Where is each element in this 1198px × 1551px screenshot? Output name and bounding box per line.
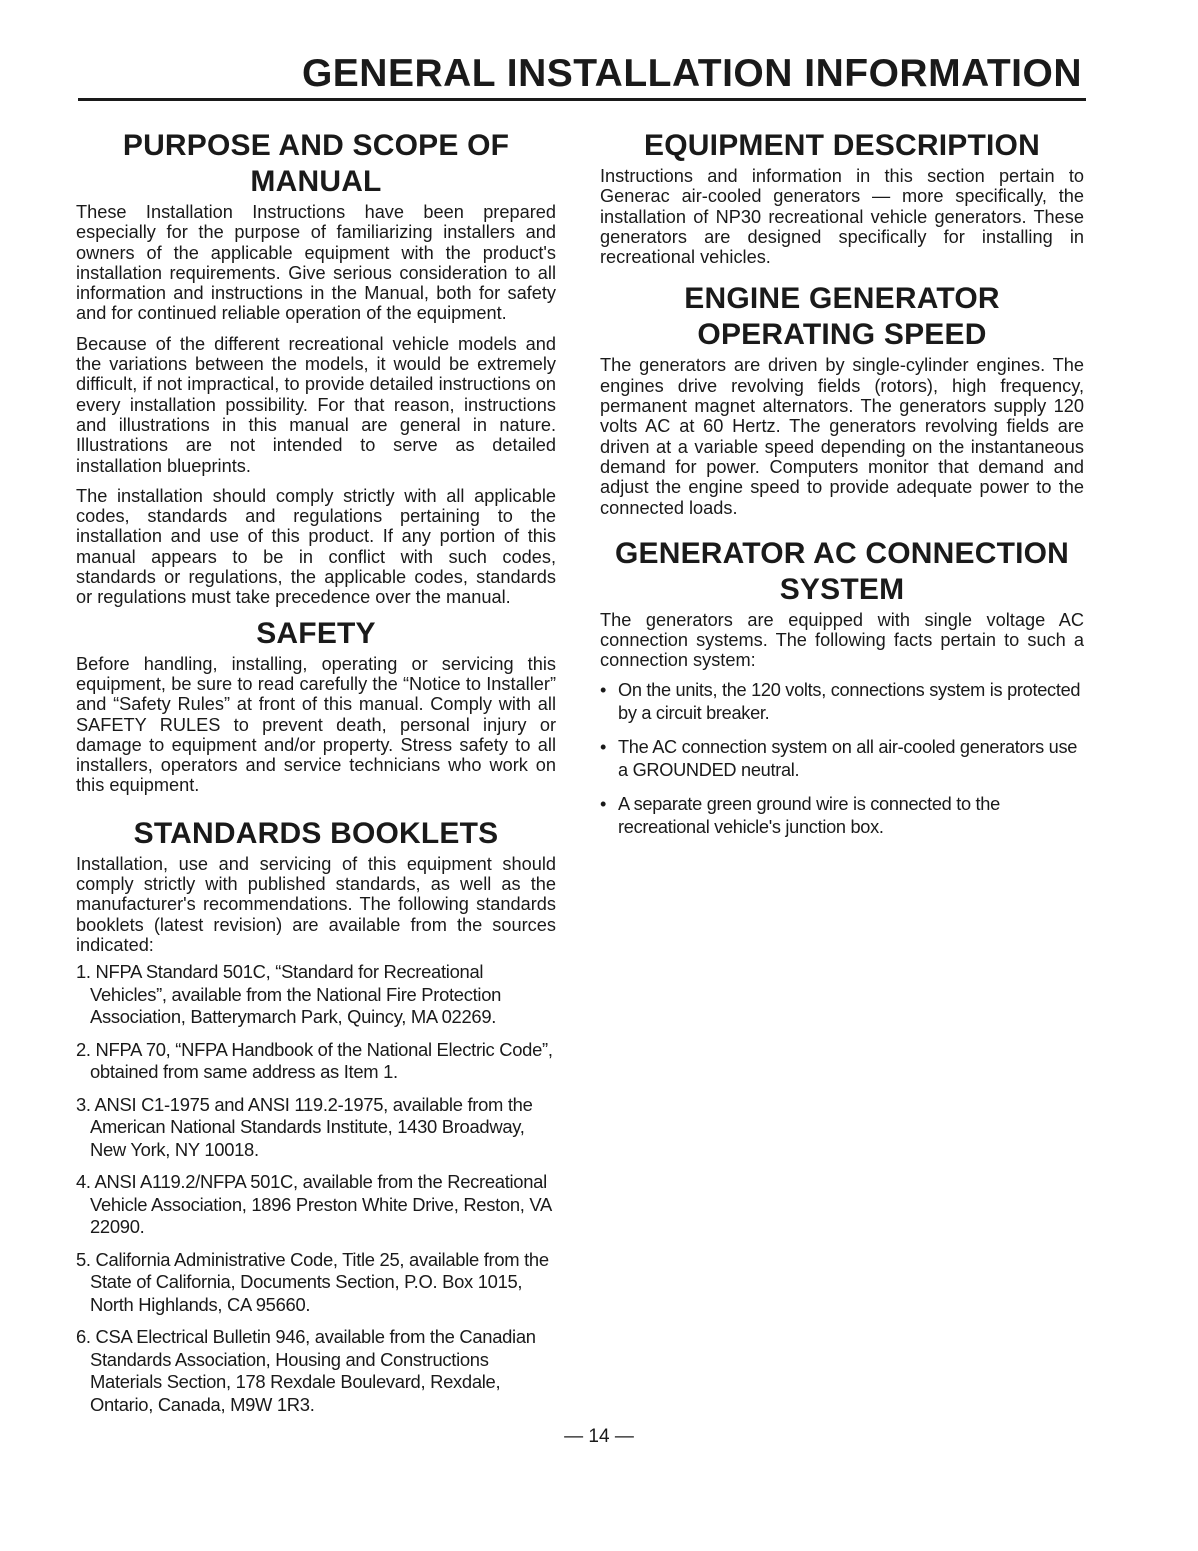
bullet-icon: •	[600, 736, 607, 757]
speed-paragraph: The generators are driven by single-cylinder engines. The engines drive revolving fields (rotors), high frequency, permanent magnet alternators. The generators supply 120 volts AC at 60 Hertz. The generators revolving fields are driven at a variable speed depending on the instantaneous demand for power. Computers monitor that demand and adjust the engine speed to provide adequate power to the connected loads.	[600, 355, 1084, 518]
list-item	[600, 679, 1084, 726]
ac-heading-line-1: GENERATOR AC CONNECTION	[614, 536, 1070, 570]
list-item: 2. NFPA 70, “NFPA Handbook of the National Electric Code”, obtained from same address as Item 1.	[76, 1038, 553, 1083]
speed-heading-line-1: ENGINE GENERATOR	[684, 282, 1000, 316]
standards-list	[76, 961, 556, 1416]
page-header	[78, 52, 1086, 101]
purpose-paragraph-1: These Installation Instructions have been prepared especially for the purpose of familiarizing installers and owners of the applicable equipment with the product's installation requirements. Give serious consideration to all information and instructions in the Manual, both for safety and for continued reliable operation of the equipment.	[76, 202, 556, 324]
purpose-paragraph-2: Because of the different recreational vehicle models and the variations between the models, it would be extremely difficult, if not impractical, to provide detailed instructions on every installation possibility. For that reason, instructions and illustrations in this manual are general in nature. Illustrations are not intended to serve as detailed installation blueprints.	[76, 333, 556, 476]
purpose-section	[76, 128, 556, 608]
list-item: 4. ANSI A119.2/NFPA 501C, available from the Recreational Vehicle Association, 1896 Preston White Drive, Reston, VA 22090.	[76, 1171, 551, 1238]
left-column	[76, 128, 556, 1426]
list-item-text: A separate green ground wire is connected to the recreational vehicle's junction box.	[618, 793, 1000, 838]
ac-heading-line-2: SYSTEM	[779, 572, 905, 606]
ac-section	[600, 536, 1084, 840]
list-item-text: On the units, the 120 volts, connections system is protected by a circuit breaker.	[618, 679, 1081, 724]
safety-section	[76, 616, 556, 796]
safety-heading: SAFETY	[256, 616, 376, 650]
list-item	[600, 736, 1084, 783]
standards-paragraph: Installation, use and servicing of this equipment should comply strictly with published standards, as well as the manufacturer's recommendations. The following standards booklets (latest revision) are available from the sources indicated:	[76, 853, 556, 955]
list-item: 5. California Administrative Code, Title 25, available from the State of California, Documents Section, P.O. Box 1015, North Highlands, CA 95660.	[76, 1248, 549, 1315]
ac-paragraph: The generators are equipped with single voltage AC connection systems. The following facts pertain to such a connection system:	[600, 609, 1084, 671]
page-title: GENERAL INSTALLATION INFORMATION	[301, 52, 1082, 95]
equipment-section	[600, 128, 1084, 267]
list-item-text: The AC connection system on all air-cooled generators use a GROUNDED neutral.	[618, 736, 1078, 781]
bullet-icon: •	[600, 793, 607, 814]
list-item	[600, 793, 1084, 840]
list-item: 1. NFPA Standard 501C, “Standard for Recreational Vehicles”, available from the National Fire Protection Association, Batterymarch Park, Quincy, MA 02269.	[76, 961, 502, 1028]
page-number: — 14 —	[564, 1426, 634, 1447]
list-item: 3. ANSI C1-1975 and ANSI 119.2-1975, available from the American National Standards Institute, 1430 Broadway, New York, NY 10018.	[76, 1093, 533, 1160]
purpose-heading: PURPOSE AND SCOPE OF MANUAL	[122, 129, 510, 198]
equipment-paragraph: Instructions and information in this section pertain to Generac air-cooled generators — more specifically, the installation of NP30 recreational vehicle generators. These generators are designed specifically for installing in recreational vehicles.	[600, 166, 1084, 268]
list-item: 6. CSA Electrical Bulletin 946, available from the Canadian Standards Association, Housing and Constructions Materials Section, 178 Rexdale Boulevard, Rexdale, Ontario, Canada, M9W 1R3.	[76, 1326, 536, 1415]
standards-section	[76, 816, 556, 1416]
purpose-paragraph-3: The installation should comply strictly with all applicable codes, standards and regulations pertaining to the installation and use of this product. If any portion of this manual appears to be in conflict with such codes, standards or regulations, the applicable codes, standards or regulations must take precedence over the manual.	[76, 485, 556, 608]
standards-heading: STANDARDS BOOKLETS	[133, 816, 499, 850]
bullet-icon: •	[600, 679, 607, 700]
right-column	[600, 128, 1084, 850]
safety-paragraph: Before handling, installing, operating or servicing this equipment, be sure to read carefully the “Notice to Installer” and “Safety Rules” at front of this manual. Comply with all SAFETY RULES to prevent death, personal injury or damage to equipment and/or property. Stress safety to all installers, operators and service technicians who work on this equipment.	[76, 653, 556, 796]
speed-heading-line-2: OPERATING SPEED	[697, 318, 987, 352]
ac-facts-list	[600, 679, 1084, 840]
equipment-heading: EQUIPMENT DESCRIPTION	[644, 129, 1040, 162]
speed-section	[600, 281, 1084, 517]
